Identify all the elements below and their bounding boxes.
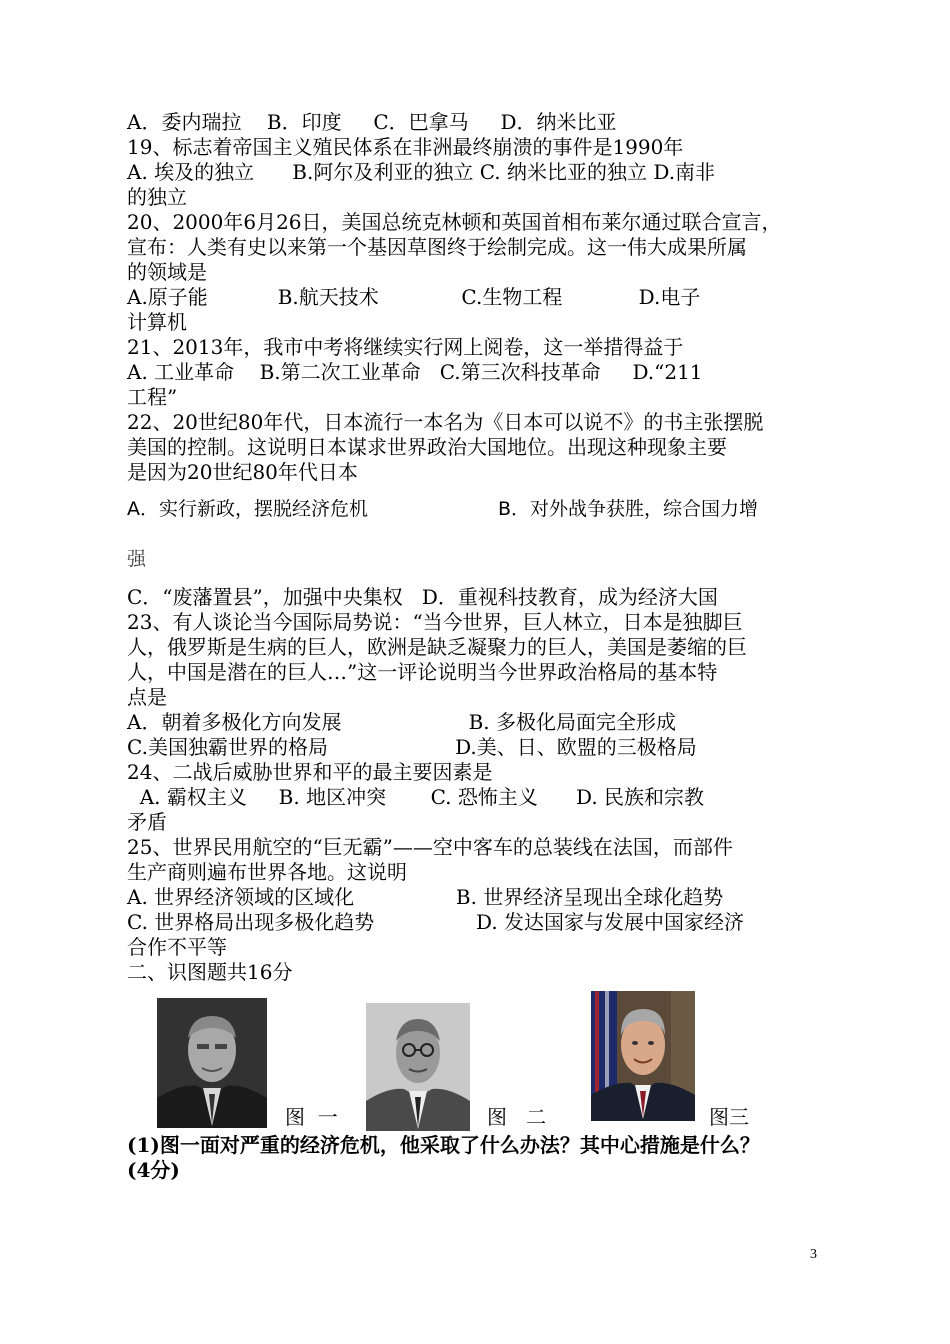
text-line: A. 工业革命 B.第二次工业革命 C.第三次科技革命 D.“211 xyxy=(127,360,703,384)
text-line: A. 埃及的独立 B.阿尔及利亚的独立 C. 纳米比亚的独立 D.南非 xyxy=(127,160,716,184)
text-line: 22、20世纪80年代，日本流行一本名为《日本可以说不》的书主张摆脱 xyxy=(127,410,764,434)
text-line: 工程” xyxy=(127,385,178,409)
portrait-photo-1 xyxy=(157,998,267,1128)
text-line: 23、有人谈论当今国际局势说：“当今世界，巨人林立，日本是独脚巨 xyxy=(127,610,743,634)
text-line: A．朝着多极化方向发展 B. 多极化局面完全形成 xyxy=(127,710,677,734)
text-line: 合作不平等 xyxy=(127,935,227,959)
question-1: (1)图一面对严重的经济危机，他采取了什么办法？其中心措施是什么？ xyxy=(127,1133,760,1157)
text-line: C．“废藩置县”，加强中央集权 D．重视科技教育，成为经济大国 xyxy=(127,585,718,609)
section-title: 二、识图题共16分 xyxy=(127,960,293,984)
text-line: 是因为20世纪80年代日本 xyxy=(127,460,358,484)
text-line: 25、世界民用航空的“巨无霸”——空中客车的总装线在法国，而部件 xyxy=(127,835,733,859)
option-b: B．对外战争获胜，综合国力增 xyxy=(498,498,759,520)
text-line: C. 世界格局出现多极化趋势 D. 发达国家与发展中国家经济 xyxy=(127,910,745,934)
text-line: 20、2000年6月26日，美国总统克林顿和英国首相布莱尔通过联合宣言， xyxy=(127,210,782,234)
portrait-photo-3 xyxy=(591,991,695,1121)
text-line: 点是 xyxy=(127,685,167,709)
portrait-photo-2 xyxy=(366,1003,470,1131)
text-line: 计算机 xyxy=(127,310,187,334)
text-line: 人，中国是潜在的巨人…”这一评论说明当今世界政治格局的基本特 xyxy=(127,660,718,684)
text-line: A.原子能 B.航天技术 C.生物工程 D.电子 xyxy=(127,285,701,309)
text-line: 21、2013年，我市中考将继续实行网上阅卷，这一举措得益于 xyxy=(127,335,684,359)
text-line: 人，俄罗斯是生病的巨人，欧洲是缺乏凝聚力的巨人，美国是萎缩的巨 xyxy=(127,635,747,659)
text-line: A．委内瑞拉 B．印度 C．巴拿马 D．纳米比亚 xyxy=(127,110,617,134)
caption-figure-1: 图 一 xyxy=(285,1105,338,1129)
text-line: A. 世界经济领域的区域化 B. 世界经济呈现出全球化趋势 xyxy=(127,885,724,909)
text-line: 的独立 xyxy=(127,185,187,209)
option-b-cont: 强 xyxy=(127,548,147,570)
option-a: A．实行新政，摆脱经济危机 xyxy=(127,498,368,520)
text-line: 矛盾 xyxy=(127,810,167,834)
page-number: 3 xyxy=(810,1247,817,1262)
text-line: 24、二战后威胁世界和平的最主要因素是 xyxy=(127,760,493,784)
text-line: C.美国独霸世界的格局 D.美、日、欧盟的三极格局 xyxy=(127,735,697,759)
text-line: 生产商则遍布世界各地。这说明 xyxy=(127,860,407,884)
text-line: 宣布：人类有史以来第一个基因草图终于绘制完成。这一伟大成果所属 xyxy=(127,235,747,259)
text-line: 19、标志着帝国主义殖民体系在非洲最终崩溃的事件是1990年 xyxy=(127,135,684,159)
text-line: A. 霸权主义 B. 地区冲突 C. 恐怖主义 D. 民族和宗教 xyxy=(127,785,705,809)
text-line: 的领域是 xyxy=(127,260,207,284)
question-1-score: (4分) xyxy=(127,1158,180,1182)
caption-figure-2: 图 二 xyxy=(487,1105,547,1129)
text-line: 美国的控制。这说明日本谋求世界政治大国地位。出现这种现象主要 xyxy=(127,435,727,459)
caption-figure-3: 图三 xyxy=(709,1105,749,1129)
